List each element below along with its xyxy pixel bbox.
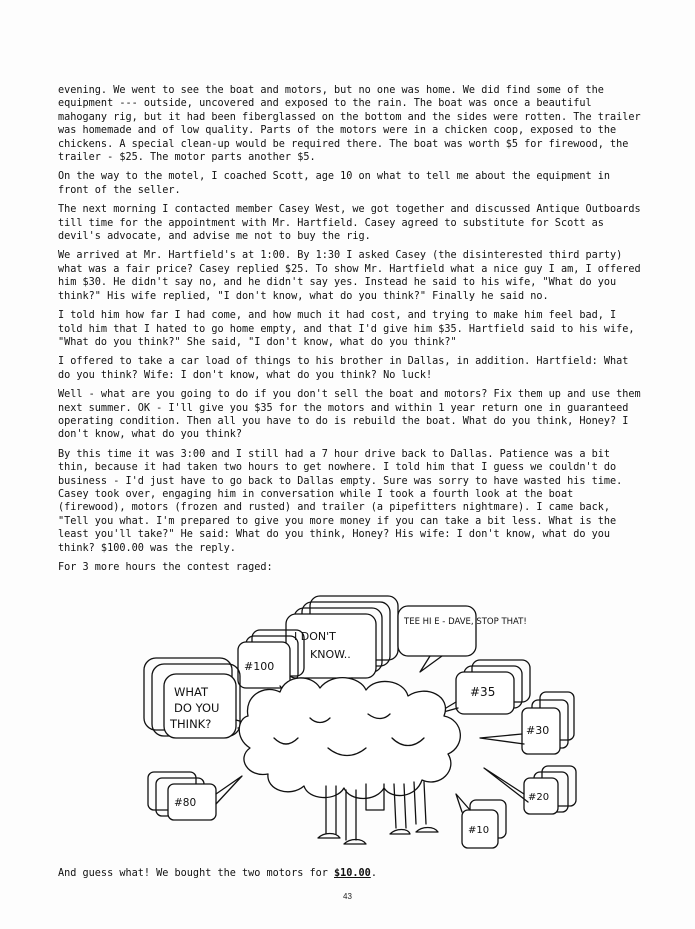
bubble-dont-know-line1: I DON'T <box>294 630 336 643</box>
paragraph-5: I told him how far I had come, and how much it had cost, and trying to make him feel bad, I told him that I hated to go home empty, and that I'd give him $35. Hartfield said to his wife, "What do you think?" She said, "I don't know, what do you think?" <box>58 310 635 348</box>
bubble-what-line2: DO YOU <box>174 701 220 715</box>
closing-prefix: And guess what! We bought the two motors for <box>58 868 335 879</box>
closing-suffix: . <box>370 868 377 879</box>
bubble-what-line1: WHAT <box>174 685 209 699</box>
paragraph-4: We arrived at Mr. Hartfield's at 1:00. By 1:30 I asked Casey (the disinterested third party) what was a fair price? Casey replied $25. To show Mr. Hartfield what a nice guy I am, I offered him $30. He didn't say no, and he didn't say yes. Instead he said to his wife, "What do you think?" His wife replied, "I don't know, what do you think?" Finally he said no. <box>58 250 641 302</box>
paragraph-8: By this time it was 3:00 and I still had a 7 hour drive back to Dallas. Patience was a bit thin, because it had taken two hours to get nowhere. I told him that I guess we couldn't do business - I'd just have to go back to Dallas empty. Sure was sorry to have wasted his time. Casey took over, engaging him in conversation while I took a fourth look at the boat (firewood), motors (frozen and rusted) and trailer (a pipefitters nightmare). I came back, "Tell you what. I'm prepared to give you more money if you can take a bit less. What is the least you'll take?" He said: What do you think, Honey? His wife: I don't know, what do you think? $100.00 was the reply. <box>58 448 623 554</box>
bubble-10: #10 <box>468 825 490 836</box>
closing-line <box>58 868 377 879</box>
paragraph-3: The next morning I contacted member Casey West, we got together and discussed Antique Outboards till time for the appointment with Mr. Hartfield. Casey agreed to substitute for Scott as devil's advocate, and advise me not to buy the rig. <box>58 204 641 243</box>
bubble-80: #80 <box>174 797 197 809</box>
bubble-20: #20 <box>528 792 550 803</box>
bubble-35: #35 <box>470 685 496 699</box>
page-number: 43 <box>343 892 352 901</box>
body-text <box>58 84 643 580</box>
paragraph-9: For 3 more hours the contest raged: <box>58 562 273 573</box>
bubble-dont-know-line2: KNOW.. <box>310 648 351 661</box>
bubble-what-line3: THINK? <box>170 717 212 731</box>
paragraph-6: I offered to take a car load of things to his brother in Dallas, in addition. Hartfield: What do you think? Wife: I don't know, what do you think? No luck! <box>58 356 629 381</box>
bubble-tee-hee: TEE HI E - DAVE, STOP THAT! <box>404 617 527 627</box>
cartoon-illustration <box>140 588 580 870</box>
bubble-100: #100 <box>244 660 275 673</box>
paragraph-1: evening. We went to see the boat and motors, but no one was home. We did find some of the equipment --- outside, uncovered and exposed to the rain. The boat was once a beautiful mahogany rig, but it had been fiberglassed on the bottom and the sides were rotten. The trailer was homemade and of low quality. Parts of the motors were in a chicken coop, exposed to the chickens. A special clean-up would be required there. The boat was worth $5 for firewood, the trailer - $25. The motor parts another $5. <box>58 85 641 164</box>
paragraph-7: Well - what are you going to do if you don't sell the boat and motors? Fix them up and use them next summer. OK - I'll give you $35 for the motors and within 1 year return one in guaranteed operating condition. Then all you have to do is rebuild the boat. What do you think, Honey? I don't know, what do you think? <box>58 389 641 441</box>
paragraph-2: On the way to the motel, I coached Scott, age 10 on what to tell me about the equipment in front of the seller. <box>58 171 611 196</box>
closing-amount: $10.00 <box>334 868 371 879</box>
bubble-30: #30 <box>526 724 550 737</box>
